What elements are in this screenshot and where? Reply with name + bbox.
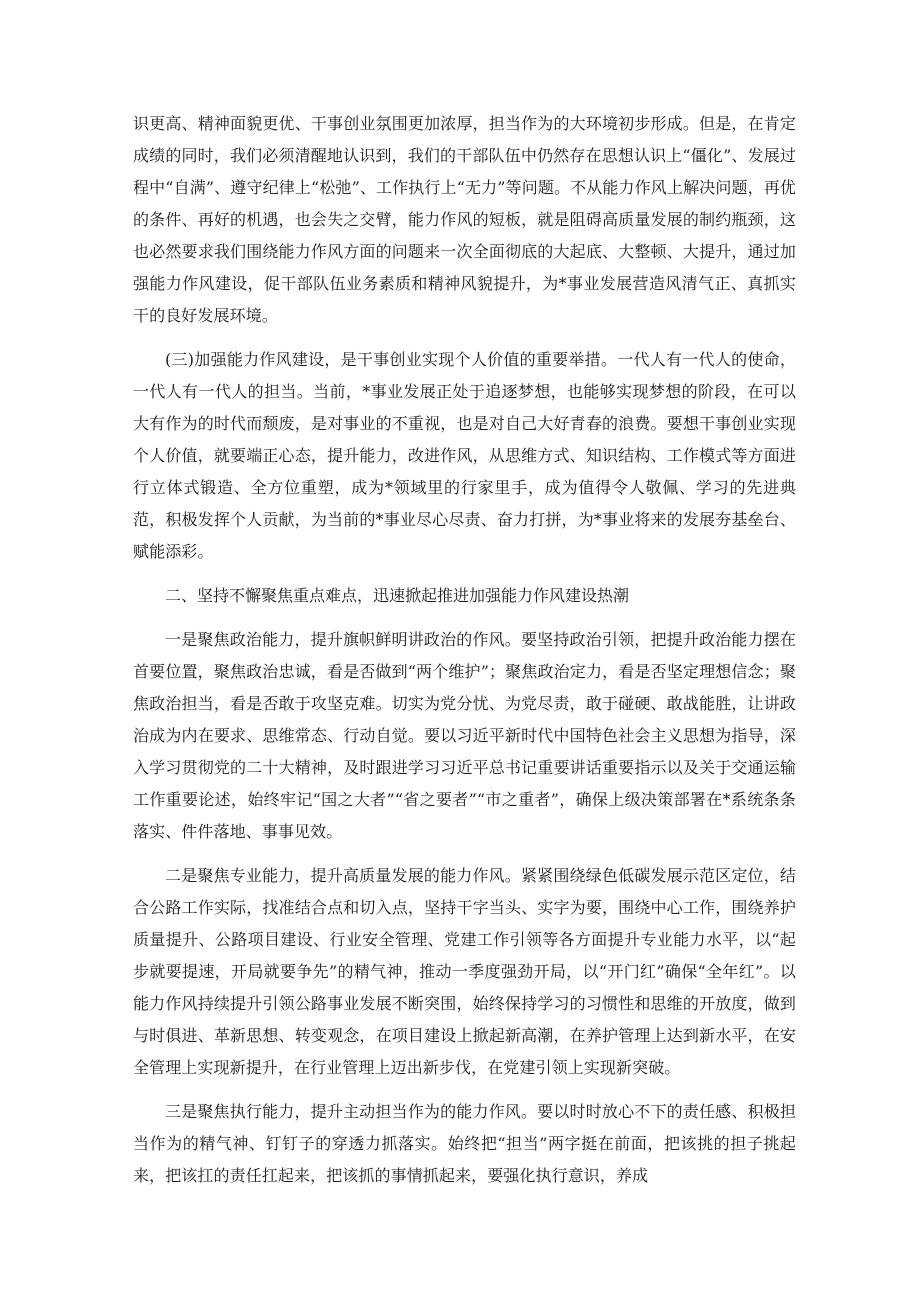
paragraph-section-3: (三)加强能力作风建设，是干事创业实现个人价值的重要举措。一代人有一代人的使命，一代人有一代人的担当。当前，*事业发展正处于追逐梦想，也能够实现梦想的阶段，在可以大有作为的时代而颓废，是对事业的不重视，也是对自己大好青春的浪费。要想干事创业实现个人价值，就要端正心态，提升能力，改进作风，从思维方式、知识结构、工作模式等方面进行立体式锻造、全方位重塑，成为*领域里的行家里手，成为值得令人敬佩、学习的先进典范，积极发挥个人贡献，为当前的*事业尽心尽责、奋力打拼，为*事业将来的发展夯基垒台、赋能添彩。	[133, 350, 796, 561]
paragraph-professional-ability: 二是聚焦专业能力，提升高质量发展的能力作风。紧紧围绕绿色低碳发展示范区定位，结合公路工作实际，找准结合点和切入点，坚持干字当头、实字为要，围绕中心工作，围绕养护质量提升、公路项目建设、行业安全管理、党建工作引领等各方面提升专业能力水平，以“起步就要提速，开局就要争先”的精气神，推动一季度强劲开局，以“开门红”确保“全年红”。以能力作风持续提升引领公路事业发展不断突围，始终保持学习的习惯性和思维的开放度，做到与时俱进、革新思想、转变观念，在项目建设上掀起新高潮，在养护管理上达到新水平，在安全管理上实现新提升，在行业管理上迈出新步伐，在党建引领上实现新突破。	[133, 866, 796, 1077]
paragraph-continuation: 识更高、精神面貌更优、干事创业氛围更加浓厚，担当作为的大环境初步形成。但是，在肯定成绩的同时，我们必须清醒地认识到，我们的干部队伍中仍然存在思想认识上“僵化”、发展过程中“自满”、遵守纪律上“松弛”、工作执行上“无力”等问题。不从能力作风上解决问题，再优的条件、再好的机遇，也会失之交臂，能力作风的短板，就是阻碍高质量发展的制约瓶颈，这也必然要求我们围绕能力作风方面的问题来一次全面彻底的大起底、大整顿、大提升，通过加强能力作风建设，促干部队伍业务素质和精神风貌提升，为*事业发展营造风清气正、真抓实干的良好发展环境。	[133, 114, 796, 325]
paragraph-political-ability: 一是聚焦政治能力，提升旗帜鲜明讲政治的作风。要坚持政治引领，把提升政治能力摆在首要位置，聚焦政治忠诚，看是否做到“两个维护”；聚焦政治定力，看是否坚定理想信念；聚焦政治担当，看是否敢于攻坚克难。切实为党分忧、为党尽责，敢于碰硬、敢战能胜，让讲政治成为内在要求、思维常态、行动自觉。要以习近平新时代中国特色社会主义思想为指导，深入学习贯彻党的二十大精神，及时跟进学习习近平总书记重要讲话重要指示以及关于交通运输工作重要论述，始终牢记“国之大者”“省之要者”“市之重者”，确保上级决策部署在*系统条条落实、件件落地、事事见效。	[133, 630, 796, 841]
document-body	[133, 108, 796, 1204]
section-heading-2: 二、坚持不懈聚焦重点难点，迅速掀起推进加强能力作风建设热潮	[165, 586, 630, 605]
paragraph-execution-ability: 三是聚焦执行能力，提升主动担当作为的能力作风。要以时时放心不下的责任感、积极担当作为的精气神、钉钉子的穿透力抓落实。始终把“担当”两字挺在前面，把该挑的担子挑起来，把该扛的责任扛起来，把该抓的事情抓起来，要强化执行意识，养成	[133, 1102, 796, 1185]
